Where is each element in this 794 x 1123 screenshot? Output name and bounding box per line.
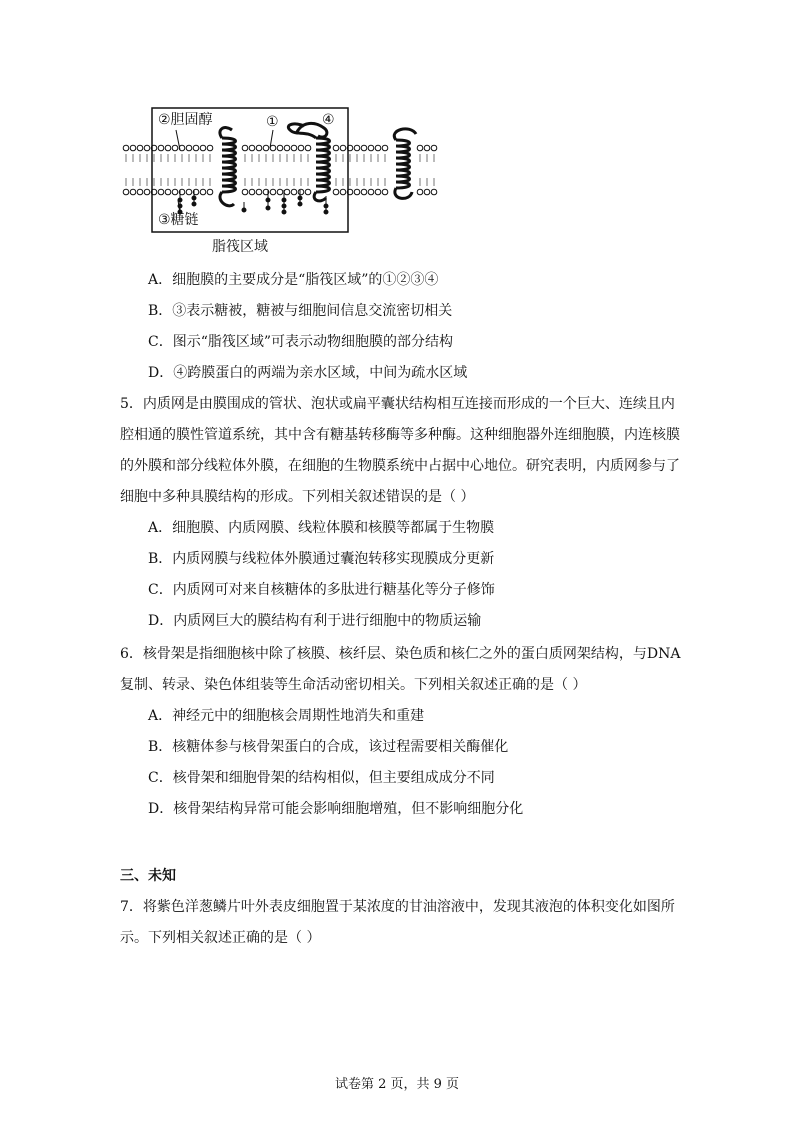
lipid-head xyxy=(249,145,255,151)
q7-stem-line-2: 示。下列相关叙述正确的是（ ） xyxy=(120,930,321,946)
lipid-head xyxy=(298,145,304,151)
lipid-head xyxy=(431,189,437,195)
lipid-head xyxy=(270,189,276,195)
lipid-head xyxy=(382,189,388,195)
lipid-head xyxy=(424,145,430,151)
lipid-head xyxy=(137,189,143,195)
lipid-head xyxy=(305,189,311,195)
lipid-head xyxy=(368,145,374,151)
q5-stem-line-2: 腔相通的膜性管道系统，其中含有糖基转移酶等多种酶。这种细胞器外连细胞膜，内连核膜 xyxy=(120,427,680,443)
q5-option-c: C．内质网可对来自核糖体的多肽进行糖基化等分子修饰 xyxy=(148,582,495,598)
q4-option-c: C．图示“脂筏区域”可表示动物细胞膜的部分结构 xyxy=(148,334,454,350)
lipid-head xyxy=(375,189,381,195)
q6-stem-line-2: 复制、转录、染色体组装等生命活动密切相关。下列相关叙述正确的是（ ） xyxy=(120,677,587,693)
lipid-head xyxy=(123,145,129,151)
lipid-head xyxy=(207,189,213,195)
lipid-head xyxy=(417,189,423,195)
lipid-head xyxy=(144,145,150,151)
section-heading: 三、未知 xyxy=(120,868,176,884)
lipid-head xyxy=(277,145,283,151)
lipid-head xyxy=(333,189,339,195)
q4-option-b: B．③表示糖被，糖被与细胞间信息交流密切相关 xyxy=(148,303,453,319)
lipid-head xyxy=(375,145,381,151)
lipid-head xyxy=(249,189,255,195)
phospholipid-heads xyxy=(123,145,437,195)
lipid-head xyxy=(270,145,276,151)
label-sugar-chain: ③糖链 xyxy=(158,212,199,228)
lipid-head xyxy=(354,189,360,195)
lipid-head xyxy=(284,145,290,151)
q6-option-c: C．核骨架和细胞骨架的结构相似，但主要组成成分不同 xyxy=(148,770,495,786)
lipid-head xyxy=(207,145,213,151)
q5-option-d: D．内质网巨大的膜结构有利于进行细胞中的物质运输 xyxy=(148,613,482,629)
lipid-head xyxy=(333,145,339,151)
lipid-head xyxy=(263,145,269,151)
lipid-head xyxy=(298,189,304,195)
lipid-head xyxy=(186,189,192,195)
lipid-head xyxy=(382,145,388,151)
lipid-head xyxy=(193,145,199,151)
figure-caption: 脂筏区域 xyxy=(212,239,268,255)
lipid-head xyxy=(284,189,290,195)
lipid-head xyxy=(158,145,164,151)
lipid-head xyxy=(256,189,262,195)
lipid-head xyxy=(340,145,346,151)
lipid-head xyxy=(431,145,437,151)
lipid-head xyxy=(172,145,178,151)
lipid-head xyxy=(130,189,136,195)
transmembrane-protein-right xyxy=(394,129,416,199)
q5-stem-line-1: 5．内质网是由膜围成的管状、泡状或扁平囊状结构相互连接而形成的一个巨大、连续且内 xyxy=(120,396,675,412)
q4-option-a: A．细胞膜的主要成分是“脂筏区域”的①②③④ xyxy=(148,272,439,288)
lipid-head xyxy=(200,145,206,151)
lipid-head xyxy=(200,189,206,195)
transmembrane-protein-1 xyxy=(220,128,236,206)
lipid-head xyxy=(165,145,171,151)
membrane-figure xyxy=(120,100,440,260)
lipid-head xyxy=(158,189,164,195)
q6-stem-line-1: 6．核骨架是指细胞核中除了核膜、核纤层、染色质和核仁之外的蛋白质网架结构，与DNA xyxy=(120,646,681,662)
lipid-head xyxy=(144,189,150,195)
lipid-head xyxy=(123,189,129,195)
lipid-head xyxy=(361,189,367,195)
lipid-head xyxy=(130,145,136,151)
lipid-head xyxy=(186,145,192,151)
label-4: ④ xyxy=(322,112,335,128)
q5-option-b: B．内质网膜与线粒体外膜通过囊泡转移实现膜成分更新 xyxy=(148,551,495,567)
lipid-head xyxy=(305,145,311,151)
q5-stem-line-3: 的外膜和部分线粒体外膜，在细胞的生物膜系统中占据中心地位。研究表明，内质网参与了 xyxy=(120,458,680,474)
lipid-head xyxy=(165,189,171,195)
lipid-head xyxy=(417,145,423,151)
lipid-head xyxy=(368,189,374,195)
q6-option-a: A．神经元中的细胞核会周期性地消失和重建 xyxy=(148,708,425,724)
lipid-head xyxy=(340,189,346,195)
label-cholesterol: ②胆固醇 xyxy=(158,112,213,128)
page-footer: 试卷第 2 页，共 9 页 xyxy=(334,1077,460,1092)
lipid-head xyxy=(242,189,248,195)
label-1: ① xyxy=(266,114,279,130)
lipid-head xyxy=(277,189,283,195)
q6-option-b: B．核糖体参与核骨架蛋白的合成，该过程需要相关酶催化 xyxy=(148,739,509,755)
lipid-head xyxy=(137,145,143,151)
lipid-head xyxy=(172,189,178,195)
q7-stem-line-1: 7．将紫色洋葱鳞片叶外表皮细胞置于某浓度的甘油溶液中，发现其液泡的体积变化如图所 xyxy=(120,899,675,915)
lipid-head xyxy=(361,145,367,151)
q6-option-d: D．核骨架结构异常可能会影响细胞增殖，但不影响细胞分化 xyxy=(148,801,524,817)
q4-option-d: D．④跨膜蛋白的两端为亲水区域，中间为疏水区域 xyxy=(148,365,468,381)
lipid-head xyxy=(291,189,297,195)
q5-stem-line-4: 细胞中多种具膜结构的形成。下列相关叙述错误的是（ ） xyxy=(120,489,475,505)
lipid-head xyxy=(424,189,430,195)
lipid-head xyxy=(291,145,297,151)
q5-option-a: A．细胞膜、内质网膜、线粒体膜和核膜等都属于生物膜 xyxy=(148,520,495,536)
lipid-head xyxy=(354,145,360,151)
lipid-head xyxy=(256,145,262,151)
lipid-head xyxy=(242,145,248,151)
